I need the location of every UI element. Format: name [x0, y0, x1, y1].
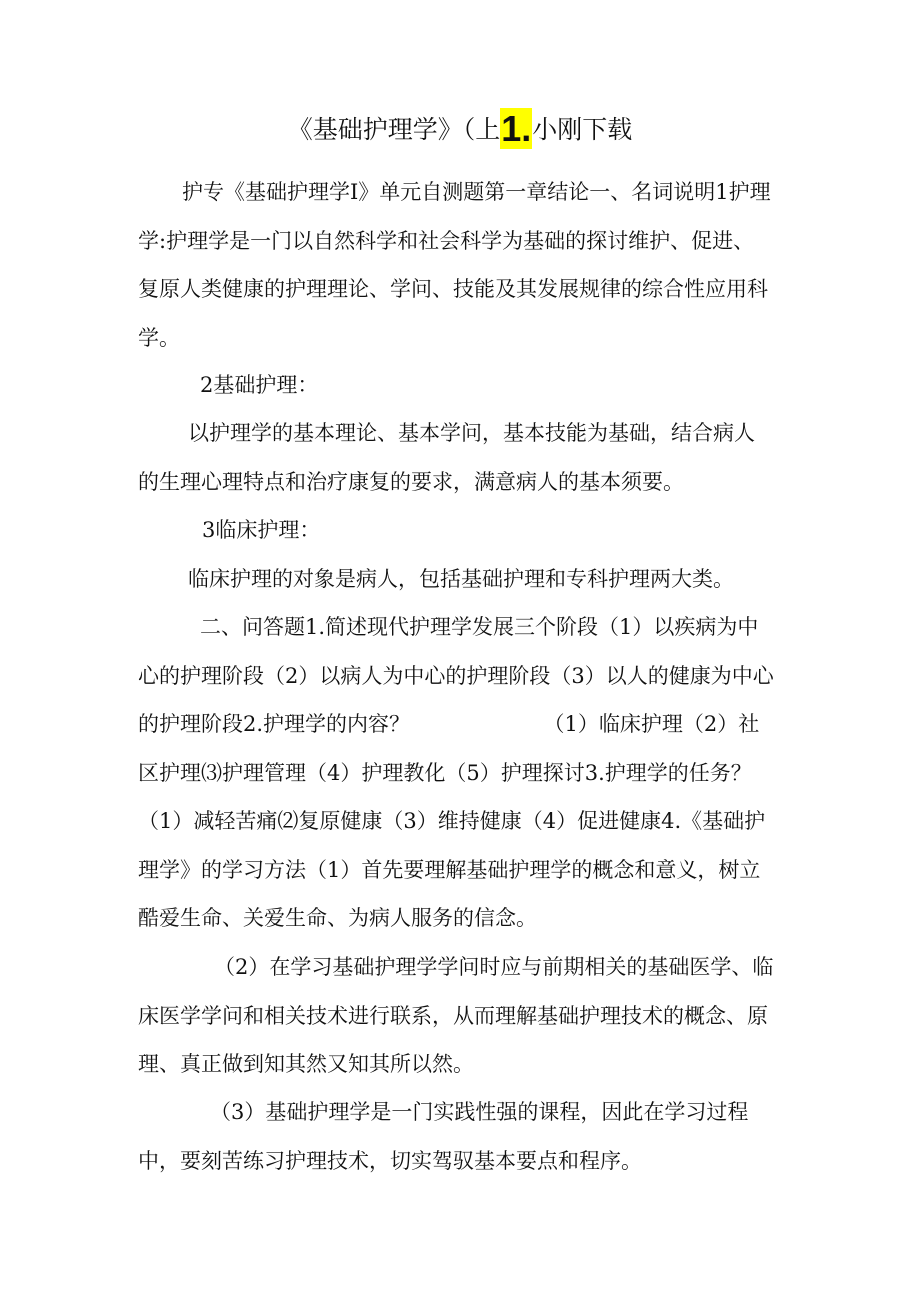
- title-text-after: 小刚下载: [532, 115, 633, 144]
- title-text-before: 《基础护理学》（上: [287, 115, 501, 144]
- paragraph-line: 二、问答题1.简述现代护理学发展三个阶段（1）以疾病为中: [200, 615, 759, 639]
- paragraph-line: （3）基础护理学是一门实践性强的课程，因此在学习过程: [210, 1100, 749, 1124]
- paragraph-line: 复原人类健康的护理理论、学问、技能及其发展规律的综合性应用科: [138, 277, 768, 301]
- paragraph-line: （2）在学习基础护理学学问时应与前期相关的基础医学、临: [214, 955, 774, 979]
- paragraph-line: 的生理心理特点和治疗康复的要求，满意病人的基本须要。: [138, 469, 684, 494]
- paragraph-line: 护专《基础护理学I》单元自测题第一章结论一、名词说明1护理: [182, 180, 771, 204]
- term-3-body: [138, 555, 788, 604]
- paragraph-line: 理学》的学习方法（1）首先要理解基础护理学的概念和意义，树立: [138, 857, 761, 882]
- paragraph-line: 的护理阶段2.护理学的内容？ （1）临床护理（2）社: [138, 712, 760, 736]
- method-2: [138, 943, 788, 1089]
- paragraph-line: 学。: [138, 325, 180, 350]
- paragraph-line: （1）减轻苦痛⑵复原健康（3）维持健康（4）促进健康4.《基础护: [138, 809, 766, 833]
- paragraph-line: 床医学学问和相关技术进行联系，从而理解基础护理技术的概念、原: [138, 1003, 768, 1028]
- paragraph-line: 区护理⑶护理管理（4）护理教化（5）护理探讨3.护理学的任务？: [138, 760, 752, 785]
- paragraph-line: 临床护理的对象是病人，包括基础护理和专科护理两大类。: [188, 567, 734, 591]
- paragraph-line: 2基础护理：: [200, 373, 319, 397]
- document-title: [0, 104, 920, 155]
- title-highlight: 1.: [501, 108, 532, 149]
- paragraph-line: 理、真正做到知其然又知其所以然。: [138, 1052, 474, 1076]
- paragraph-line: 酷爱生命、关爱生命、为病人服务的信念。: [138, 906, 537, 930]
- qa-section: [138, 603, 788, 943]
- term-2-heading: [138, 361, 788, 410]
- paragraph-line: 心的护理阶段（2）以病人为中心的护理阶段（3）以人的健康为中心: [138, 663, 774, 688]
- term-2-body: [138, 409, 788, 506]
- paragraph-line: 中，要刻苦练习护理技术，切实驾驭基本要点和程序。: [138, 1148, 642, 1173]
- paragraph-intro: [138, 168, 788, 362]
- paragraph-line: 学:护理学是一门以自然科学和社会科学为基础的探讨维护、促进、: [138, 228, 755, 253]
- paragraph-line: 3临床护理：: [202, 518, 321, 542]
- paragraph-line: 以护理学的基本理论、基本学问，基本技能为基础，结合病人: [188, 421, 755, 445]
- method-3: [138, 1088, 788, 1185]
- term-3-heading: [138, 506, 788, 555]
